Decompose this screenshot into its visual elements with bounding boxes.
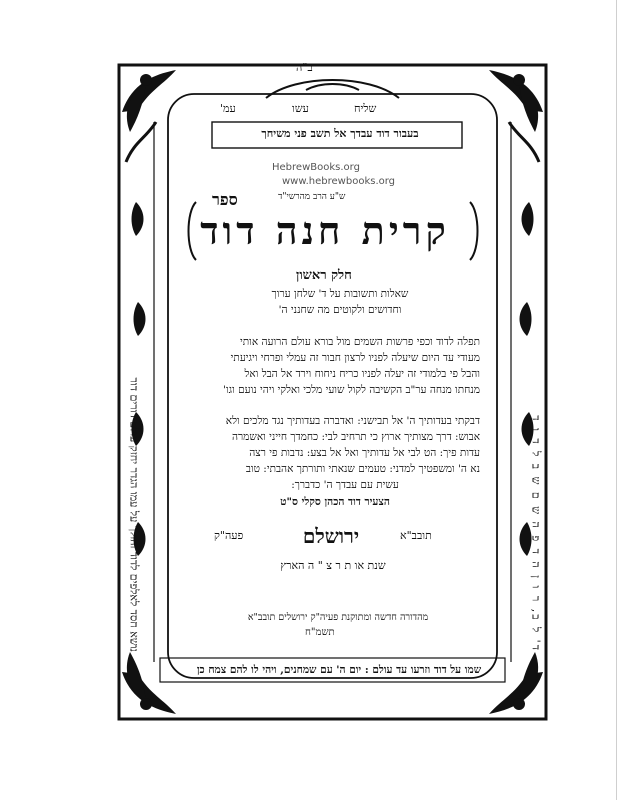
bottom-strip-verse: שמו על דוד וזרעו עד עולם : יום ה' עם שמחנים, ויהי לו להם צמח כן bbox=[196, 664, 482, 676]
sefer-label: ספר bbox=[212, 190, 238, 209]
page-edge-rule bbox=[616, 0, 617, 800]
top-flourish bbox=[266, 80, 399, 98]
corner-flower-bottom-right bbox=[489, 652, 543, 714]
book-title: קרית חנה דוד bbox=[200, 208, 450, 253]
place-left-word: פעה"ק bbox=[214, 529, 244, 542]
header-right-word: שליח bbox=[354, 102, 377, 115]
body2-line-4: נא ה' ומשפטיך למדני: טעמים שנאתי ותורתך אהבתי: טוב bbox=[245, 463, 480, 475]
place-name: ירושלם bbox=[302, 524, 360, 548]
right-column-verse: ד' ל ב, ר ו ן ה ד פ ה ש ם ש ב ל ד ו ד bbox=[529, 415, 543, 652]
part-label: חלק ראשון bbox=[296, 268, 352, 283]
watermark-stamp-line2: www.hebrewbooks.org bbox=[282, 176, 396, 187]
left-column-verse: נושא חסד לאלפים לדוד והולך על עמו הגדר יחזק עולם דורים דור bbox=[127, 377, 141, 652]
bh-mark: ב"ה bbox=[296, 61, 313, 74]
header-left-word: עמ' bbox=[220, 102, 236, 115]
body-line-1: תפלה לדוד וכפי פרשות השמים מול בורא עולם הרועה אותי bbox=[240, 336, 480, 348]
subtitle-line-1: שאלות ותשובות על ד' שלחן ערוך bbox=[271, 288, 409, 300]
body-line-4: מנחתו מנחה ער"ב הקשיבה לקול שועי מלכי ואלקי ויהי נועם וגו' bbox=[223, 384, 480, 396]
body2-line-3: עדות פיך: הט לבי אל עדותיך ואל אל בצע: נדבות פי רצה bbox=[249, 447, 480, 459]
header-center-word: עשו bbox=[292, 102, 309, 115]
subtitle-line-2: וחדושים ולקוטים מה שחנני ה' bbox=[278, 304, 402, 316]
corner-flower-bottom-left bbox=[122, 652, 176, 714]
year-line: שנת או ת ר צ " ה הארץ bbox=[280, 559, 386, 572]
author-small-line: ש"ע הרב מהרשי"ד bbox=[278, 192, 346, 202]
body2-line-2: אבוש: דרך מצותיך ארוץ כי תרחיב לבי: כחמדך חייני ואשמרה bbox=[231, 431, 480, 443]
place-right-word: תובב"א bbox=[400, 529, 432, 542]
body-line-3: והבל פי בלמודי זה יעלה לפניו כריח ניחוח וירד אל הבל ואל bbox=[244, 368, 480, 380]
closing-line: עשית עם עבדך ה' כדברך: bbox=[291, 479, 399, 491]
body2-line-1: דבקתי בעדותיך ה' אל תבישני: ואדברה בעדותיך נגד מלכים ולא bbox=[225, 415, 480, 427]
watermark-stamp-line1: HebrewBooks.org bbox=[272, 162, 360, 173]
dedication-text: בעבור דוד עבדך אל תשב פני משיחך bbox=[261, 127, 419, 140]
reprint-year: תשמ"ח bbox=[305, 627, 335, 638]
reprint-note: מהדורה חדשה ומתוקנת פעיה"ק ירושלים תובב"א bbox=[247, 612, 429, 623]
body-line-2: מעודי עד היום שיעלה לפניו לרצון חבור זה עמלי ופרחי ויגיעתי bbox=[230, 352, 480, 364]
author-signature: הצעיר דוד הכהן סקלי ס"ט bbox=[280, 496, 390, 508]
